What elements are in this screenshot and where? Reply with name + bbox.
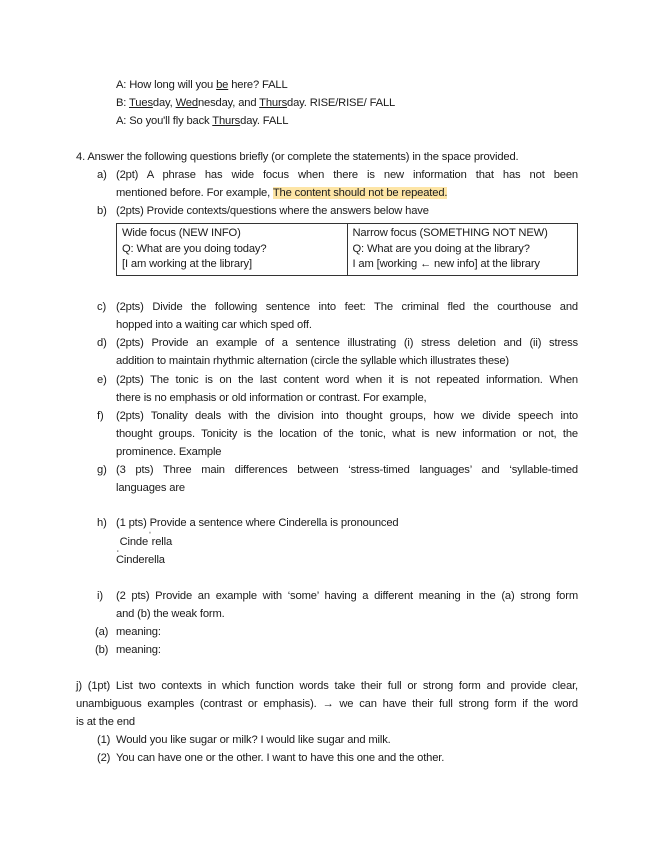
item-g-line-1: (3 pts) Three main differences between ‘stress-timed languages’ and ‘syllable-timed — [116, 464, 578, 476]
item-e-line-1: (2pts) The tonic is on the last content word when it is not repeated information. When — [116, 374, 578, 386]
secondary-stress-mark: ˌ — [116, 541, 120, 553]
item-a-line-2 — [116, 187, 447, 199]
stressed-syllable: Thurs — [212, 115, 241, 127]
cinderella-stress-pattern-2: Cinderella — [116, 554, 165, 566]
wide-focus-cell — [117, 224, 348, 276]
dialog-text: here? FALL — [228, 79, 288, 91]
item-h-line-1: (1 pts) Provide a sentence where Cinderella is pronounced — [116, 517, 399, 529]
item-label-c: c) — [97, 301, 107, 313]
table-cell-line: Wide focus (NEW INFO) — [122, 227, 241, 239]
item-label-a: a) — [97, 169, 107, 181]
focus-table — [116, 223, 578, 276]
dialog-line-3 — [116, 115, 288, 127]
item-label-h: h) — [97, 517, 107, 529]
table-cell-line: Narrow focus (SOMETHING NOT NEW) — [352, 227, 548, 239]
stressed-syllable: Tues — [129, 97, 153, 109]
dialog-text: nesday, and — [197, 97, 260, 109]
item-j-line-1: j) (1pt) List two contexts in which function words take their full or strong form and provide clear, — [76, 680, 578, 692]
item-d-line-2: addition to maintain rhythmic alternation (circle the syllable which illustrates these) — [116, 355, 509, 367]
meaning-b: meaning: — [116, 644, 161, 656]
question-4-heading: 4. Answer the following questions briefly (or complete the statements) in the space provided. — [76, 151, 519, 163]
item-j-line-2: unambiguous examples (contrast or emphasis). → we can have their full strong form if the word — [76, 698, 578, 710]
item-d-line-1: (2pts) Provide an example of a sentence illustrating (i) stress deletion and (ii) stress — [116, 337, 578, 349]
word-part: rella — [151, 536, 173, 548]
dialog-text: day, — [152, 97, 176, 109]
list-item-2: You can have one or the other. I want to have this one and the other. — [116, 752, 445, 764]
table-cell-line: [I am working at the library] — [122, 258, 252, 270]
meaning-a: meaning: — [116, 626, 161, 638]
item-g-line-2: languages are — [116, 482, 185, 494]
sub-label-b: (b) — [95, 644, 109, 656]
stressed-syllable: be — [216, 79, 229, 91]
item-label-i: i) — [97, 590, 103, 602]
dialog-text: day. FALL — [240, 115, 289, 127]
item-label-b: b) — [97, 205, 107, 217]
table-cell-line: Q: What are you doing today? — [122, 242, 267, 255]
item-i-line-2: and (b) the weak form. — [116, 608, 225, 620]
word-part: Cinde — [119, 536, 149, 548]
stressed-syllable: Thurs — [259, 97, 288, 109]
dialog-text: A: How long will you — [116, 79, 217, 91]
narrow-focus-cell — [347, 224, 578, 276]
dialog-line-2 — [116, 97, 395, 109]
item-label-g: g) — [97, 464, 107, 476]
primary-stress-mark: ˈ — [148, 531, 152, 543]
cinderella-stress-pattern-1 — [116, 531, 173, 553]
dialog-text: A: So you'll fly back — [116, 115, 213, 127]
item-label-e: e) — [97, 374, 107, 386]
item-label-d: d) — [97, 337, 107, 349]
table-row — [117, 224, 578, 276]
list-item-label-1: (1) — [97, 734, 111, 746]
item-f-line-3: prominence. Example — [116, 446, 222, 458]
item-a-line-1: (2pt) A phrase has wide focus when there is new information that has not been — [116, 169, 578, 181]
item-a-text: mentioned before. For example, — [116, 187, 273, 199]
item-label-f: f) — [97, 410, 104, 422]
sub-label-a: (a) — [95, 626, 109, 638]
highlighted-text: The content should not be repeated. — [272, 187, 448, 199]
item-c-line-1: (2pts) Divide the following sentence into feet: The criminal fled the courthouse and — [116, 301, 578, 313]
item-e-line-2: there is no emphasis or old information or contrast. For example, — [116, 392, 427, 404]
stressed-syllable: Wed — [175, 97, 198, 109]
table-cell-line: I am [working ← new info] at the library — [352, 258, 540, 270]
list-item-1: Would you like sugar or milk? I would like sugar and milk. — [116, 734, 391, 746]
item-c-line-2: hopped into a waiting car which sped off. — [116, 319, 312, 331]
item-b-text: (2pts) Provide contexts/questions where the answers below have — [116, 205, 429, 217]
item-f-line-1: (2pts) Tonality deals with the division into thought groups, how we divide speech into — [116, 410, 578, 422]
item-j-line-3: is at the end — [76, 716, 136, 728]
table-cell-line: Q: What are you doing at the library? — [352, 242, 530, 255]
list-item-label-2: (2) — [97, 752, 111, 764]
item-i-line-1: (2 pts) Provide an example with ‘some’ having a different meaning in the (a) strong form — [116, 590, 578, 602]
item-f-line-2: thought groups. Tonicity is the location of the tonic, what is new information or not, the — [116, 428, 578, 440]
dialog-text: day. RISE/RISE/ FALL — [287, 97, 396, 109]
dialog-text: B: — [116, 97, 130, 109]
dialog-line-1 — [116, 79, 288, 91]
